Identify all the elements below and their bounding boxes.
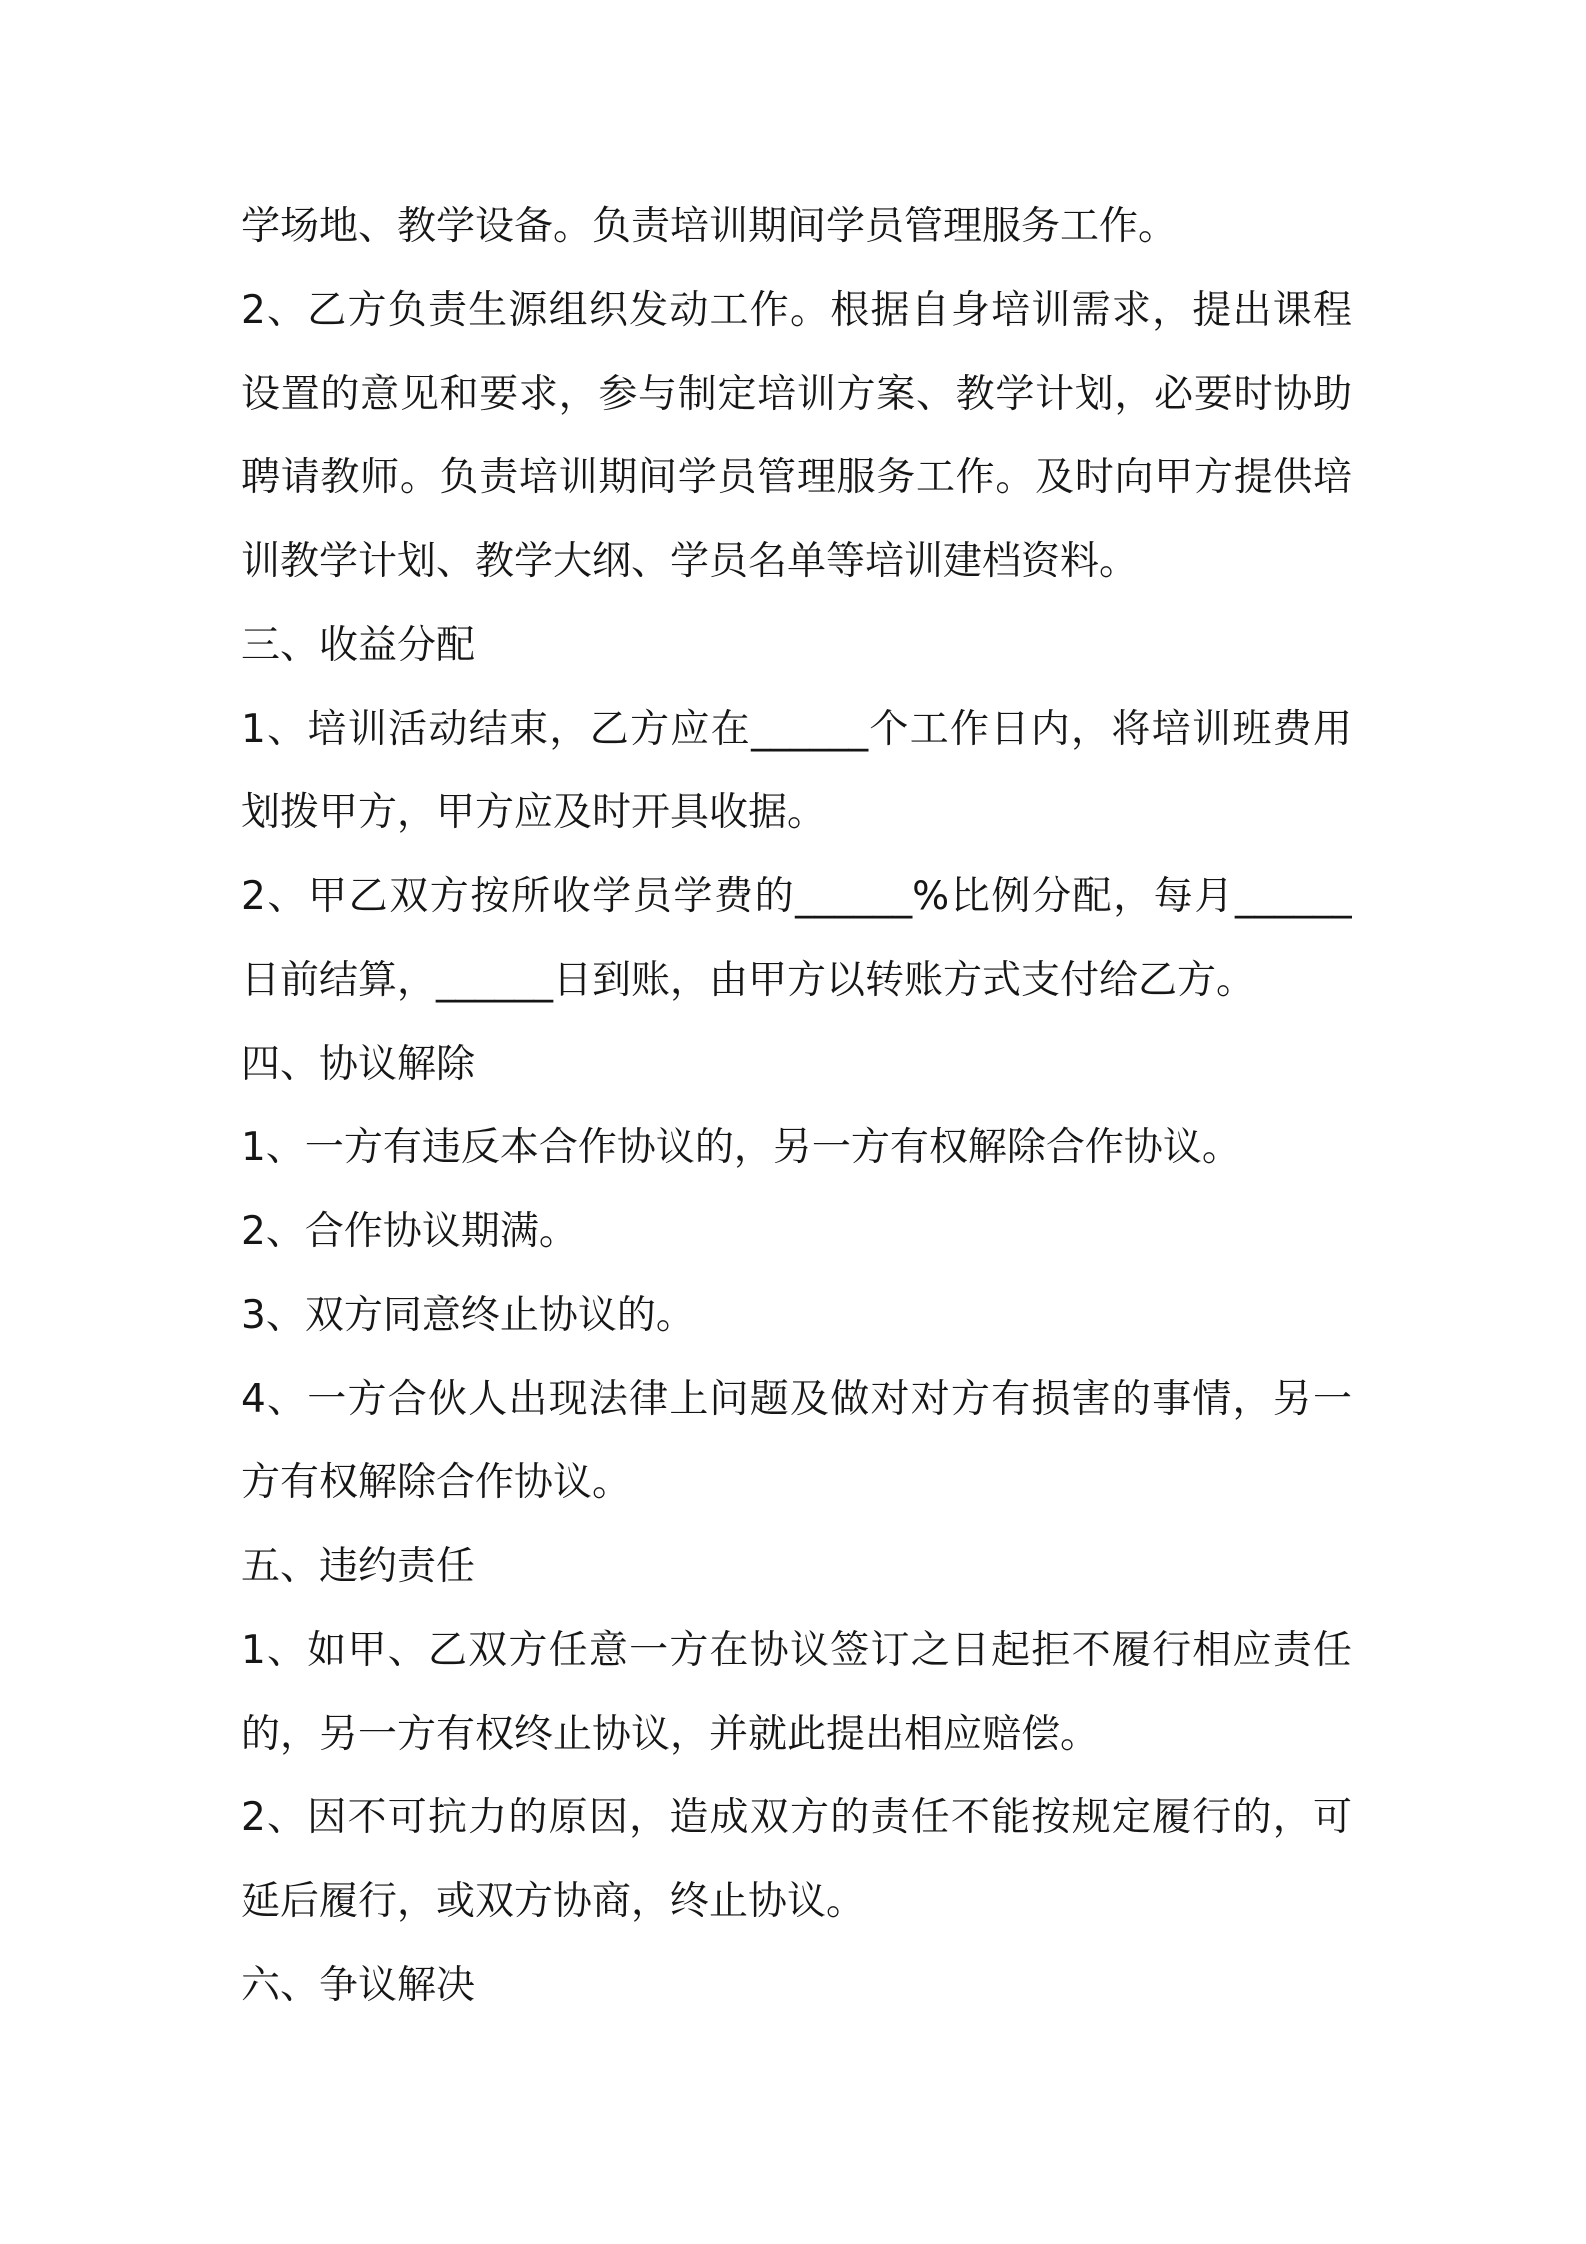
paragraph bbox=[241, 269, 1352, 604]
text-line: 聘请教师。负责培训期间学员管理服务工作。及时向甲方提供培 bbox=[241, 455, 1352, 501]
text-line: 方有权解除合作协议。 bbox=[241, 1460, 632, 1506]
section-heading-text: 五、违约责任 bbox=[241, 1544, 476, 1589]
section-heading-text: 四、协议解除 bbox=[241, 1041, 476, 1087]
document-body bbox=[241, 185, 1352, 2028]
paragraph bbox=[241, 1358, 1352, 1526]
paragraph bbox=[241, 185, 1352, 269]
paragraph bbox=[241, 855, 1352, 1023]
paragraph bbox=[241, 1190, 1352, 1274]
paragraph bbox=[241, 688, 1352, 856]
text-line: 1、如甲、乙双方任意一方在协议签订之日起拒不履行相应责任 bbox=[241, 1627, 1352, 1673]
paragraph bbox=[241, 1776, 1352, 1944]
text-line: 2、因不可抗力的原因，造成双方的责任不能按规定履行的，可 bbox=[241, 1795, 1352, 1841]
text-line: 的，另一方有权终止协议，并就此提出相应赔偿。 bbox=[241, 1711, 1100, 1757]
text-line: 划拨甲方，甲方应及时开具收据。 bbox=[241, 790, 827, 836]
text-line: 延后履行，或双方协商，终止协议。 bbox=[241, 1879, 866, 1924]
section-heading-text: 六、争议解决 bbox=[241, 1962, 476, 2008]
text-line: 3、双方同意终止协议的。 bbox=[241, 1292, 695, 1338]
section-heading-text: 三、收益分配 bbox=[241, 622, 476, 668]
text-line: 1、一方有违反本合作协议的，另一方有权解除合作协议。 bbox=[241, 1125, 1241, 1171]
section-heading bbox=[241, 1944, 1352, 2028]
text-line: 日前结算，______日到账，由甲方以转账方式支付给乙方。 bbox=[241, 957, 1256, 1003]
text-line: 2、合作协议期满。 bbox=[241, 1209, 578, 1254]
text-line: 4、一方合伙人出现法律上问题及做对对方有损害的事情，另一 bbox=[241, 1376, 1352, 1422]
paragraph bbox=[241, 1609, 1352, 1777]
text-line: 训教学计划、教学大纲、学员名单等培训建档资料。 bbox=[241, 539, 1139, 584]
text-line: 学场地、教学设备。负责培训期间学员管理服务工作。 bbox=[241, 204, 1178, 249]
text-line: 1、培训活动结束，乙方应在______个工作日内，将培训班费用 bbox=[241, 706, 1352, 752]
text-line: 2、甲乙双方按所收学员学费的______%比例分配，每月______ bbox=[241, 874, 1352, 919]
text-line: 2、乙方负责生源组织发动工作。根据自身培训需求，提出课程 bbox=[241, 287, 1352, 333]
paragraph bbox=[241, 1106, 1352, 1190]
text-line: 设置的意见和要求，参与制定培训方案、教学计划，必要时协助 bbox=[241, 371, 1352, 417]
paragraph bbox=[241, 1274, 1352, 1358]
section-heading bbox=[241, 1525, 1352, 1609]
section-heading bbox=[241, 1023, 1352, 1107]
section-heading bbox=[241, 604, 1352, 688]
